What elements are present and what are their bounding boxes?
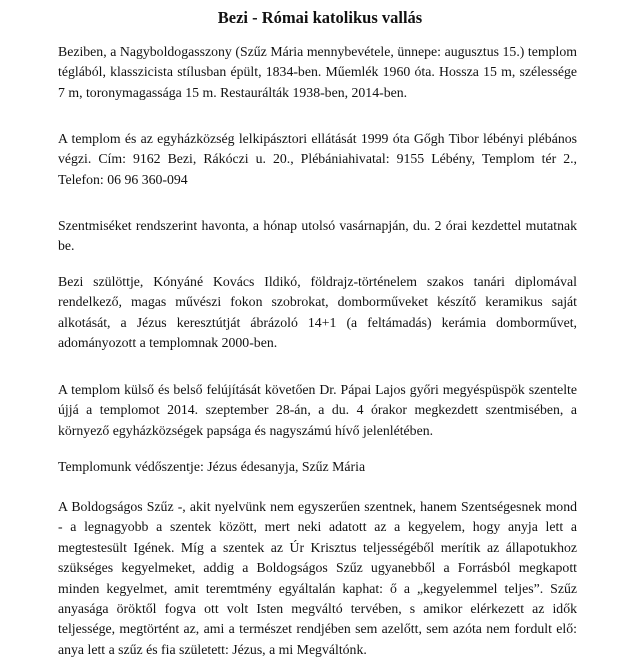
paragraph-mass-schedule: Szentmiséket rendszerint havonta, a hónap utolsó vasárnapján, du. 2 órai kezdettel mutatnak be. [58,218,577,254]
paragraph-patron-saint: Templomunk védőszentje: Jézus édesanyja, Szűz Mária [58,459,366,474]
paragraph-pastoral-care: A templom és az egyházközség lelkipásztori ellátását 1999 óta Gőgh Tibor lébényi plébános végzi. Cím: 9162 Bezi, Rákóczi u. 20., Plébániahivatal: 9155 Lébény, Templom tér 2., Telefon: 06 96 360-094 [58,131,577,187]
paragraph-virgin-mary: A Boldogságos Szűz -, akit nyelvünk nem egyszerűen szentnek, hanem Szentségesnek mond - a legnagyobb a szentek között, mert neki adatott az a kegyelem, hogy anyja lett a megtestesült Igének. Míg a szentek az Úr Krisztus teljességéből merítik az állapotukhoz szükséges kegyelmeket, addig a Boldogságos Szűz ugyanebből a Forrásból megkapott minden kegyelmet, amit teremtmény egyáltalán kaphat: ő a „kegyelemmel teljes”. Szűz anyasága öröktől fogva ott volt Isten megváltó tervében, s amikor elérkezett az idők teljessége, megtörtént az, ami a természet rendjében sem azelőtt, sem azóta nem fordult elő: anya lett a szűz és fia született: Jézus, a mi Megváltónk. [58,499,577,657]
paragraph-reconsecration: A templom külső és belső felújítását követően Dr. Pápai Lajos győri megyéspüspök szentelte újjá a templomot 2014. szeptember 28-án, a du. 4 órakor megkezdett szentmisében, a környező egyházközségek papsága és nagyszámú hívő jelenlétében. [58,382,577,438]
page-title: Bezi - Római katolikus vallás [217,8,423,27]
paragraph-church-history: Beziben, a Nagyboldogasszony (Szűz Mária mennybevétele, ünnepe: augusztus 15.) templom téglából, klasszicista stílusban épült, 1834-ben. Műemlék 1960 óta. Hossza 15 m, szélessége 7 m, toronymagassága 15 m. Restaurálták 1938-ben, 2014-ben. [58,44,577,100]
paragraph-ceramic-relief: Bezi szülöttje, Kónyáné Kovács Ildikó, földrajz-történelem szakos tanári diplomával rendelkező, magas művészi fokon szobrokat, domborműveket készítő keramikus saját alkotását, a Jézus keresztútját ábrázoló 14+1 (a feltámadás) kerámia domborművet, adományozott a templomnak 2000-ben. [58,274,577,351]
